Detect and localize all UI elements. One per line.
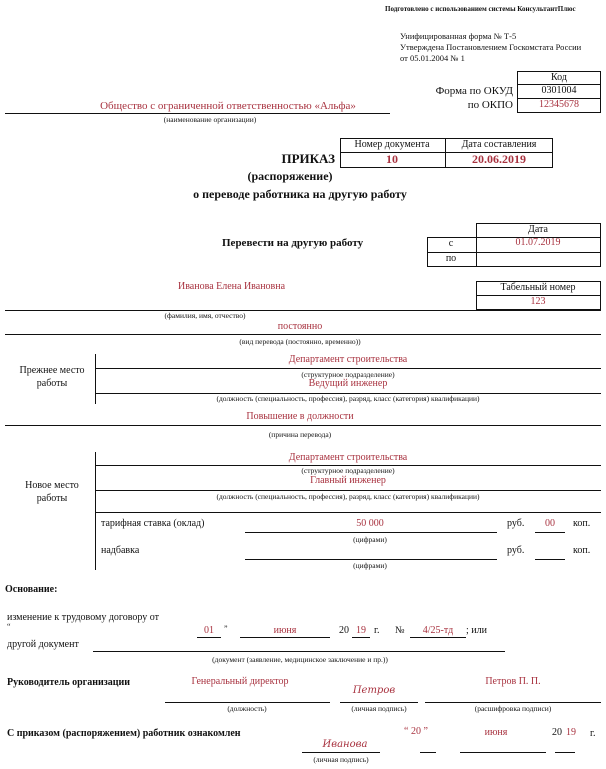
- previous-position-caption: (должность (специальность, профессия), разряд, класс (категория) квалификации): [216, 394, 480, 403]
- head-label: Руководитель организации: [7, 677, 131, 688]
- basis-title: Основание:: [5, 584, 58, 595]
- org-name[interactable]: Общество с ограниченной ответственностью «Альфа»: [100, 100, 356, 112]
- new-dept[interactable]: Департамент строительства: [288, 452, 408, 463]
- prepared-note: Подготовлено с использованием системы КонсультантПлюс: [385, 5, 576, 13]
- transfer-label: Перевести на другую работу: [222, 237, 364, 249]
- basis-number[interactable]: 4/25-тд: [422, 625, 454, 636]
- basis-month[interactable]: июня: [273, 625, 297, 636]
- bonus-rub: руб.: [507, 545, 525, 556]
- head-name-caption: (расшифровка подписи): [474, 704, 552, 713]
- rate-value[interactable]: 50 000: [356, 518, 384, 529]
- form-line-1: Унифицированная форма № Т-5: [400, 31, 517, 41]
- kind-caption: (вид перевода (постоянно, временно)): [239, 337, 361, 346]
- doc-subtitle: (распоряжение): [247, 169, 333, 183]
- previous-dept[interactable]: Департамент строительства: [288, 354, 408, 365]
- transfer-kind[interactable]: постоянно: [277, 321, 323, 332]
- new-position-caption: (должность (специальность, профессия), разряд, класс (категория) квалификации): [216, 492, 480, 501]
- new-position[interactable]: Главный инженер: [310, 475, 386, 486]
- transfer-reason[interactable]: Повышение в должности: [246, 411, 354, 422]
- bonus-label: надбавка: [101, 545, 140, 556]
- basis-or: ; или: [466, 625, 487, 636]
- previous-position[interactable]: Ведущий инженер: [308, 378, 388, 389]
- okud-value: 0301004: [541, 85, 577, 96]
- rate-label: тарифная ставка (оклад): [101, 518, 205, 529]
- ack-label: С приказом (распоряжением) работник ознакомлен: [7, 728, 241, 739]
- ack-month[interactable]: июня: [484, 727, 508, 738]
- rate-kop: коп.: [573, 518, 591, 529]
- previous-label-2: работы: [36, 378, 68, 389]
- other-doc-caption: (документ (заявление, медицинское заключение и пр.)): [212, 655, 388, 664]
- tab-number-header: Табельный номер: [500, 282, 576, 293]
- org-caption: (наименование организации): [163, 115, 257, 124]
- reason-caption: (причина перевода): [268, 430, 332, 439]
- doc-date-header: Дата составления: [461, 139, 537, 150]
- ack-day[interactable]: “ 20 ”: [404, 726, 428, 737]
- other-doc-label: другой документ: [7, 639, 79, 650]
- head-name[interactable]: Петров П. П.: [485, 676, 541, 687]
- okpo-value: 12345678: [539, 99, 579, 110]
- rate-rub: руб.: [507, 518, 525, 529]
- bonus-kop: коп.: [573, 545, 591, 556]
- basis-quote-close: ”: [224, 624, 228, 633]
- head-position-caption: (должность): [227, 704, 267, 713]
- to-label: по: [445, 253, 457, 264]
- bonus-caption: (цифрами): [353, 561, 387, 570]
- basis-day[interactable]: 01: [204, 625, 214, 636]
- ack-signature: Иванова: [322, 739, 368, 750]
- form-line-2: Утверждена Постановлением Госкомстата России: [400, 42, 582, 52]
- ack-year-unit: г.: [590, 728, 596, 739]
- head-signature-caption: (личная подпись): [351, 704, 407, 713]
- ack-year-prefix: 20: [552, 727, 562, 738]
- new-dept-caption: (структурное подразделение): [301, 466, 395, 475]
- tab-number[interactable]: 123: [530, 296, 546, 307]
- doc-title: ПРИКАЗ: [281, 151, 335, 166]
- okpo-label: по ОКПО: [467, 99, 513, 111]
- basis-year-suffix[interactable]: 19: [356, 625, 366, 636]
- name-caption: (фамилия, имя, отчество): [164, 311, 246, 320]
- date-header: Дата: [528, 224, 548, 235]
- previous-label-1: Прежнее место: [19, 365, 85, 376]
- kod-header: Код: [551, 72, 567, 83]
- basis-year-prefix: 20: [339, 625, 349, 636]
- head-position[interactable]: Генеральный директор: [191, 676, 289, 687]
- okud-label: Форма по ОКУД: [435, 85, 513, 97]
- doc-subject: о переводе работника на другую работу: [193, 187, 407, 201]
- new-label-1: Новое место: [25, 480, 79, 491]
- basis-line-1: изменение к трудовому договору от: [7, 612, 160, 623]
- employee-name[interactable]: Иванова Елена Ивановна: [178, 281, 286, 292]
- ack-signature-caption: (личная подпись): [313, 755, 369, 764]
- ack-year-suffix[interactable]: 19: [566, 727, 576, 738]
- rate-caption: (цифрами): [353, 535, 387, 544]
- doc-number[interactable]: 10: [386, 152, 398, 166]
- basis-year-unit: г.: [374, 625, 380, 636]
- from-date[interactable]: 01.07.2019: [515, 237, 561, 248]
- doc-number-header: Номер документа: [354, 139, 430, 150]
- new-label-2: работы: [36, 493, 68, 504]
- basis-num-sign: №: [395, 625, 405, 636]
- previous-dept-caption: (структурное подразделение): [301, 370, 395, 379]
- basis-quote-open: “: [7, 622, 11, 631]
- from-label: с: [448, 238, 454, 249]
- form-line-3: от 05.01.2004 № 1: [400, 53, 465, 63]
- rate-kop-value[interactable]: 00: [545, 518, 555, 529]
- doc-date[interactable]: 20.06.2019: [472, 152, 526, 166]
- head-signature: Петров: [352, 685, 396, 696]
